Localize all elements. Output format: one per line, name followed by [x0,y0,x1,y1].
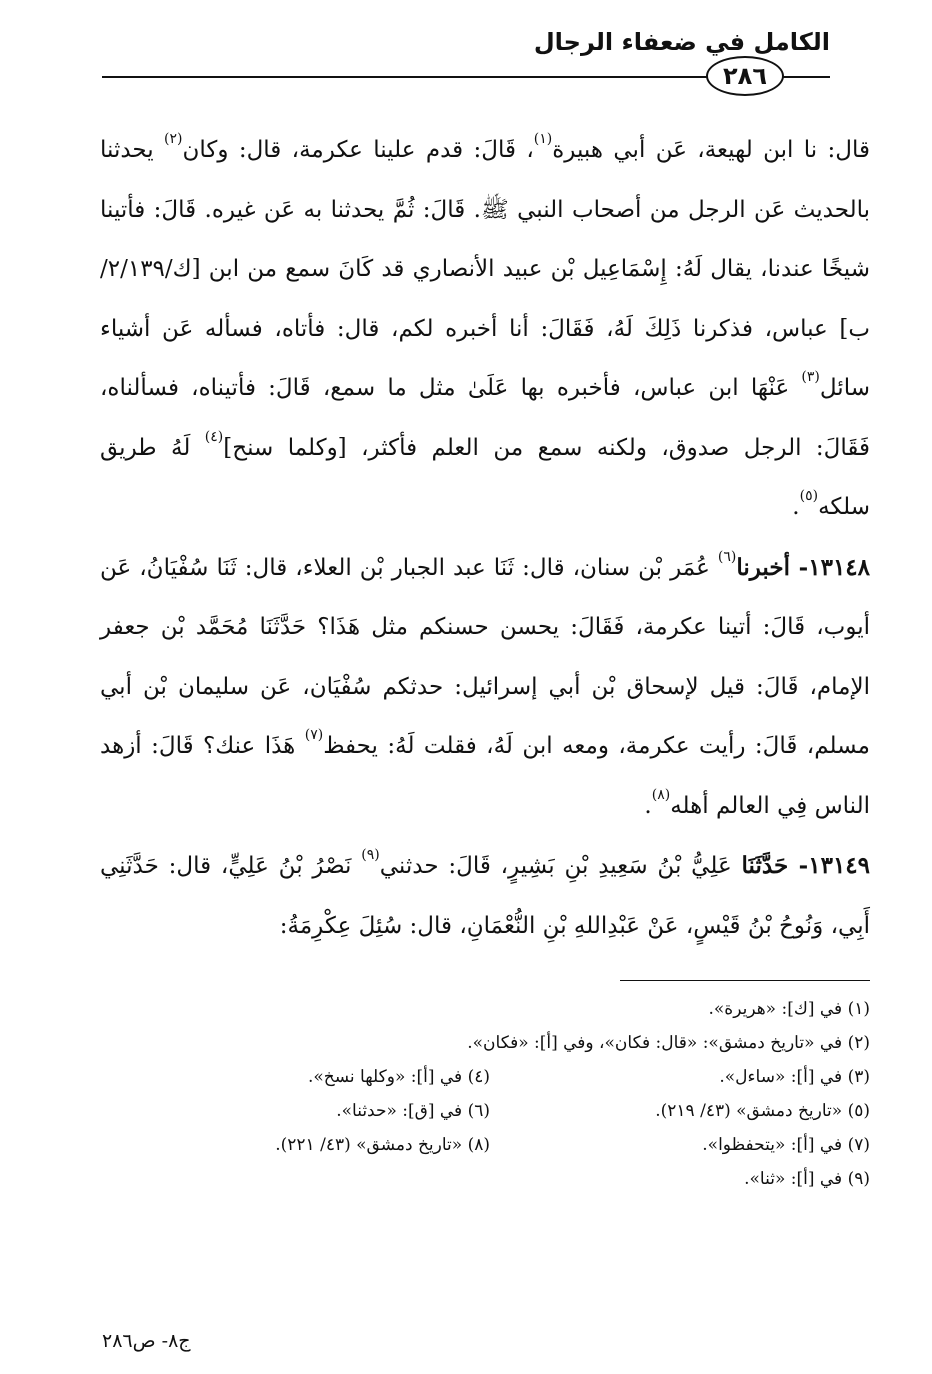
footnote-row [100,1026,870,1060]
footnote-row [100,1162,870,1196]
text-segment: عُمَر بْن سنان، قال: ثَنَا عبد الجبار بْن العلاء، قال: ثَنَا سُفْيَانُ، عَن أيوب، قَالَ: أتينا عكرمة، فَقَالَ: يحسن حسنكم مثل هَذَا؟ حَدَّثَنَا مُحَمَّد بْن جعفر الإمام، قَالَ: قيل لإسحاق بْن أبي إسرائيل: حدثكم سُفْيَان، عَن سليمان بْن أبي مسلم، قَالَ: رأيت عكرمة، ومعه ابن لَهُ، فقلت لَهُ: يحفظ [100,554,870,759]
text-segment: نَصْرُ بْنُ عَلِيٍّ، قال: حَدَّثَنِي أَبِي، وَنُوحُ بْنُ قَيْسٍ، عَنْ عَبْدِاللهِ بْنِ النُّعْمَانِ، قال: سُئِلَ عِكْرِمَةُ: [100,853,870,939]
footnote-marker: (٧) [304,727,324,743]
footnote-rule [620,980,870,981]
text-segment: قال: نا ابن لهيعة، عَن أبي هبيرة [552,137,870,163]
footnote: (٧) في [أ]: «يتحفظوا». [702,1135,870,1155]
footnote: (٣) في [أ]: «ساءل». [719,1067,870,1087]
page-number-badge [706,56,784,96]
footnote-row [100,1128,870,1162]
footnote: (٩) في [أ]: «ثنا». [744,1169,870,1189]
footnote-marker: (٨) [651,786,671,803]
footnote-row [100,992,870,1026]
text-segment: عَنْهَا ابن عباس، فأخبره بها عَلَىٰ مثل ما سمع، قَالَ: فأتيناه، فسألناه، فَقَالَ: الرجل صدوق، ولكنه سمع من العلم فأكثر، [وكلما سنح] [100,375,870,461]
footnote-marker: (٤) [204,428,224,445]
footnote: (٢) في «تاريخ دمشق»: «قال: فكان»، وفي [أ]: «فكان». [467,1033,870,1053]
footnotes [100,992,870,1196]
footnote-marker: (٣) [801,369,820,385]
footnote-marker: (١) [533,131,553,147]
text-segment: لَهُ طريق سلكه [100,434,870,520]
text-segment: عَلِيُّ بْنُ سَعِيدِ بْنِ بَشِيرٍ، قَالَ: حدثني [379,853,742,879]
footnote-marker: (٥) [799,488,819,504]
paragraph [100,836,870,956]
footnote: (٥) «تاريخ دمشق» (٤٣/ ٢١٩). [655,1101,870,1121]
footnote: (٨) «تاريخ دمشق» (٤٣/ ٢٢١). [275,1135,490,1155]
narration-lead: ١٣١٤٨- أخبرنا [736,553,871,581]
footnote-marker: (٩) [361,847,380,863]
text-segment: يحدثنا بالحديث عَن الرجل من أصحاب النبي ﷺ. قَالَ: ثُمَّ يحدثنا به عَن غيره. قَالَ: فأتينا شيخًا عندنا، يقال لَهُ: إِسْمَاعِيل بْن عبيد الأنصاري قد كَانَ سمع من ابن [ك/٢/١٣٩/ب] عباس، فذكرنا ذَلِكَ لَهُ، فَقَالَ: أنا أخبره لكم، قال: فأتاه، فسأله عَن أشياء سائل [100,137,870,401]
page-reference: ج٨- ص٢٨٦ [102,1330,191,1352]
footnote: (٤) في [أ]: «وكلها نسخ». [307,1067,490,1087]
text-segment: . [792,494,800,520]
footnote: (٦) في [ق]: «حدثنا». [336,1101,490,1121]
footnote-marker: (٢) [164,131,183,147]
book-title: الكامل في ضعفاء الرجال [533,28,830,56]
paragraph [100,538,870,837]
paragraph [100,120,870,538]
footnote-row [100,1060,870,1094]
page-number: ٢٨٦ [723,62,767,90]
text-segment: هَذَا عنك؟ قَالَ: أزهد الناس فِي العالم أهله [100,733,870,819]
footnote-marker: (٦) [717,548,737,565]
text-segment: . [644,792,652,819]
text-segment: ، قَالَ: قدم علينا عكرمة، قال: وكان [182,137,534,163]
footnote-row [100,1094,870,1128]
main-text [100,120,870,956]
footnote: (١) في [ك]: «هريرة». [708,999,870,1019]
narration-lead: ١٣١٤٩- حَدَّثَنَا [741,852,871,879]
